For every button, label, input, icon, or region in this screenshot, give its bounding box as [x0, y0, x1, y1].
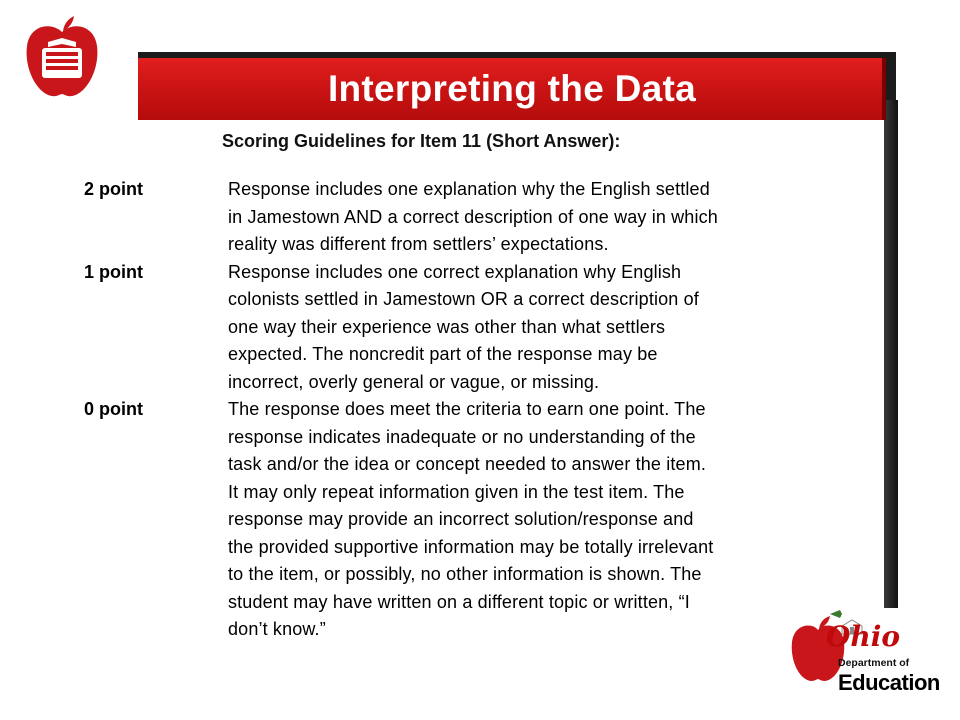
- description-line: in Jamestown AND a correct description of one way in which: [228, 206, 718, 227]
- score-description: [228, 396, 878, 644]
- description-line: don’t know.”: [228, 619, 326, 639]
- score-label: 0 point: [84, 399, 143, 419]
- description-line: expected. The noncredit part of the response may be: [228, 344, 658, 364]
- score-label: 2 point: [84, 179, 143, 199]
- description-line: It may only repeat information given in the test item. The: [228, 481, 685, 502]
- description-line: reality was different from settlers’ expectations.: [228, 234, 609, 254]
- rubric-row-0-point: [84, 396, 884, 644]
- description-line: response indicates inadequate or no understanding of the: [228, 426, 696, 447]
- description-line: Response includes one correct explanation why English: [228, 261, 682, 282]
- score-description: [228, 259, 878, 397]
- rubric-row-1-point: [84, 259, 884, 397]
- description-line: The response does meet the criteria to earn one point. The: [228, 399, 706, 419]
- description-line: task and/or the idea or concept needed to answer the item.: [228, 454, 706, 474]
- ode-department-label: Department of: [838, 657, 910, 669]
- score-description: [228, 176, 878, 259]
- page-subtitle: Scoring Guidelines for Item 11 (Short Answer):: [222, 131, 621, 151]
- apple-book-icon: [22, 14, 102, 100]
- content-edge-shadow: [884, 100, 898, 608]
- description-line: response may provide an incorrect solution/response and: [228, 509, 694, 529]
- score-label: 1 point: [84, 261, 143, 282]
- description-line: Response includes one explanation why the English settled: [228, 179, 710, 199]
- ohio-wordmark: Ohio: [826, 620, 901, 653]
- description-line: the provided supportive information may be totally irrelevant: [228, 536, 714, 557]
- scoring-rubric: [84, 176, 884, 644]
- rubric-row-2-point: [84, 176, 884, 259]
- description-line: to the item, or possibly, no other information is shown. The: [228, 564, 702, 584]
- description-line: incorrect, overly general or vague, or missing.: [228, 371, 600, 392]
- page-title: Interpreting the Data: [327, 68, 697, 109]
- description-line: one way their experience was other than what settlers: [228, 316, 666, 337]
- ode-education-label: Education: [838, 670, 940, 695]
- description-line: student may have written on a different topic or written, “I: [228, 591, 690, 612]
- description-line: colonists settled in Jamestown OR a correct description of: [228, 289, 699, 309]
